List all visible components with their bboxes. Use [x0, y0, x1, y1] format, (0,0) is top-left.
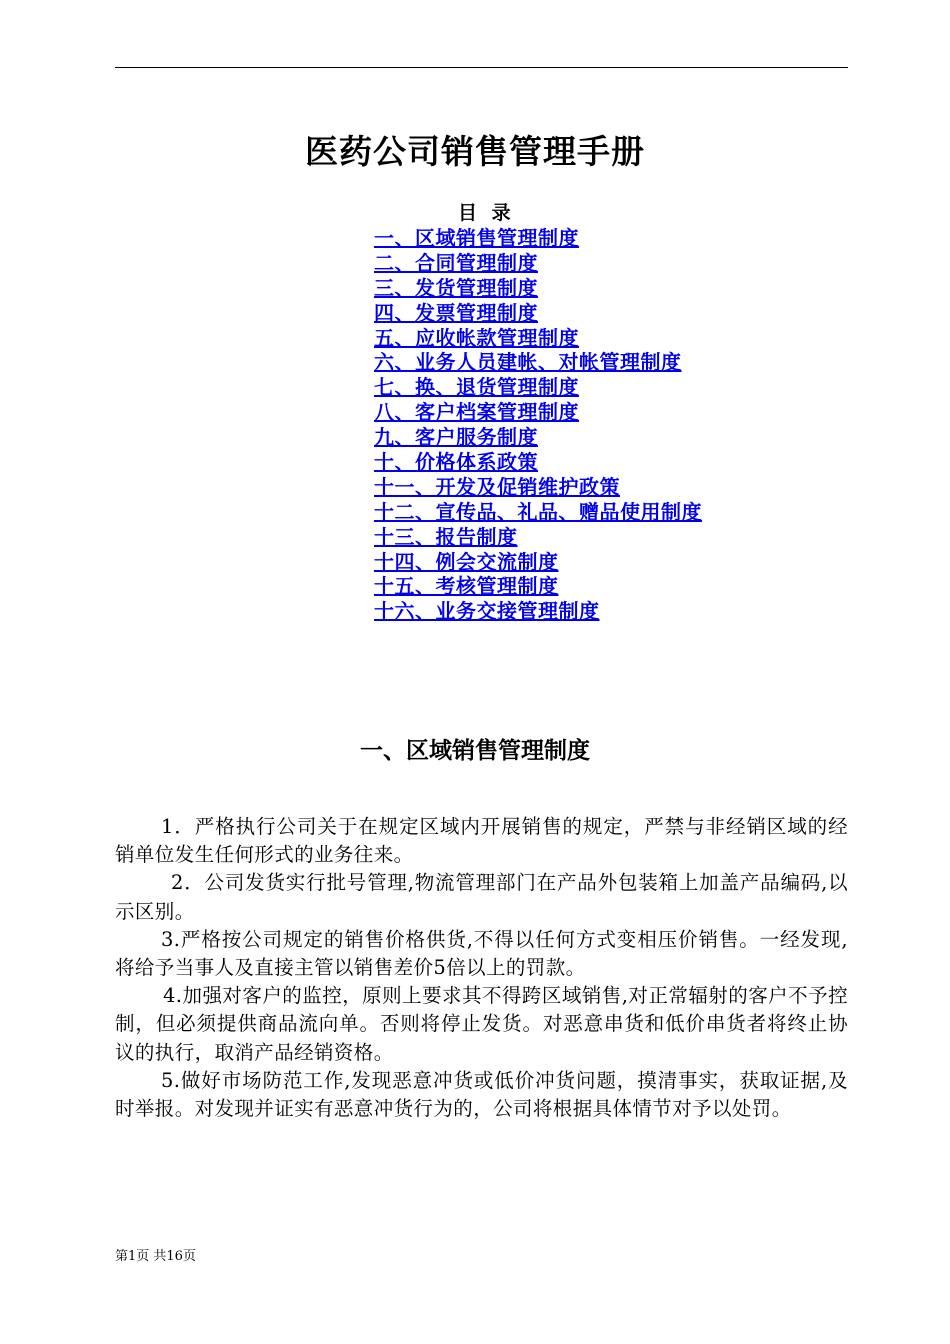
toc-item [374, 574, 702, 599]
toc-link-2[interactable]: 二、合同管理制度 [374, 250, 538, 275]
body-paragraph: 4.加强对客户的监控，原则上要求其不得跨区域销售,对正常辐射的客户不予控制，但必须提供商品流向单。否则将停止发货。对恶意串货和低价串货者将终止协议的执行，取消产品经销资格。 [115, 984, 848, 1064]
header-rule [115, 67, 848, 68]
toc-item [374, 475, 702, 500]
toc-link-10[interactable]: 十、价格体系政策 [374, 450, 538, 475]
toc-item [374, 400, 702, 425]
toc-item [374, 599, 702, 624]
toc-heading: 目 录 [458, 202, 515, 224]
toc-link-4[interactable]: 四、发票管理制度 [374, 300, 538, 325]
toc-link-11[interactable]: 十一、开发及促销维护政策 [374, 474, 620, 499]
toc-item [374, 425, 702, 450]
page-number-footer: 第1页 共16页 [115, 1249, 196, 1264]
toc-link-3[interactable]: 三、发货管理制度 [374, 275, 538, 300]
document-title: 医药公司销售管理手册 [305, 132, 645, 171]
toc-item [374, 326, 702, 351]
body-paragraph: 1．严格执行公司关于在规定区域内开展销售的规定，严禁与非经销区域的经销单位发生任何形式的业务往来。 [115, 815, 848, 867]
section-title: 一、区域销售管理制度 [360, 738, 590, 764]
toc-link-13[interactable]: 十三、报告制度 [374, 524, 518, 549]
toc-item [374, 251, 702, 276]
toc-link-6[interactable]: 六、业务人员建帐、对帐管理制度 [374, 350, 682, 375]
toc-link-5[interactable]: 五、应收帐款管理制度 [374, 325, 579, 350]
toc-item [374, 301, 702, 326]
toc-item [374, 500, 702, 525]
toc-item [374, 276, 702, 301]
toc-link-7[interactable]: 七、换、退货管理制度 [374, 375, 579, 400]
toc-item [374, 226, 702, 251]
toc-link-8[interactable]: 八、客户档案管理制度 [374, 400, 579, 425]
section-body [115, 813, 848, 1123]
toc-link-15[interactable]: 十五、考核管理制度 [374, 574, 559, 599]
toc-item [374, 525, 702, 550]
body-paragraph: 2．公司发货实行批号管理,物流管理部门在产品外包装箱上加盖产品编码,以示区别。 [115, 871, 848, 923]
toc-link-9[interactable]: 九、客户服务制度 [374, 425, 538, 450]
toc-link-14[interactable]: 十四、例会交流制度 [374, 549, 559, 574]
toc-item [374, 350, 702, 375]
toc-link-16[interactable]: 十六、业务交接管理制度 [374, 599, 600, 624]
toc-link-12[interactable]: 十二、宣传品、礼品、赠品使用制度 [374, 499, 702, 524]
body-paragraph: 5.做好市场防范工作,发现恶意冲货或低价冲货问题，摸清事实，获取证据,及时举报。对发现并证实有恶意冲货行为的，公司将根据具体情节对予以处罚。 [115, 1068, 848, 1121]
toc-link-1[interactable]: 一、区域销售管理制度 [374, 226, 579, 250]
table-of-contents [374, 226, 702, 624]
toc-item [374, 375, 702, 400]
toc-item [374, 550, 702, 575]
toc-item [374, 450, 702, 475]
body-paragraph: 3.严格按公司规定的销售价格供货,不得以任何方式变相压价销售。一经发现,将给予当事人及直接主管以销售差价5倍以上的罚款。 [115, 927, 848, 980]
